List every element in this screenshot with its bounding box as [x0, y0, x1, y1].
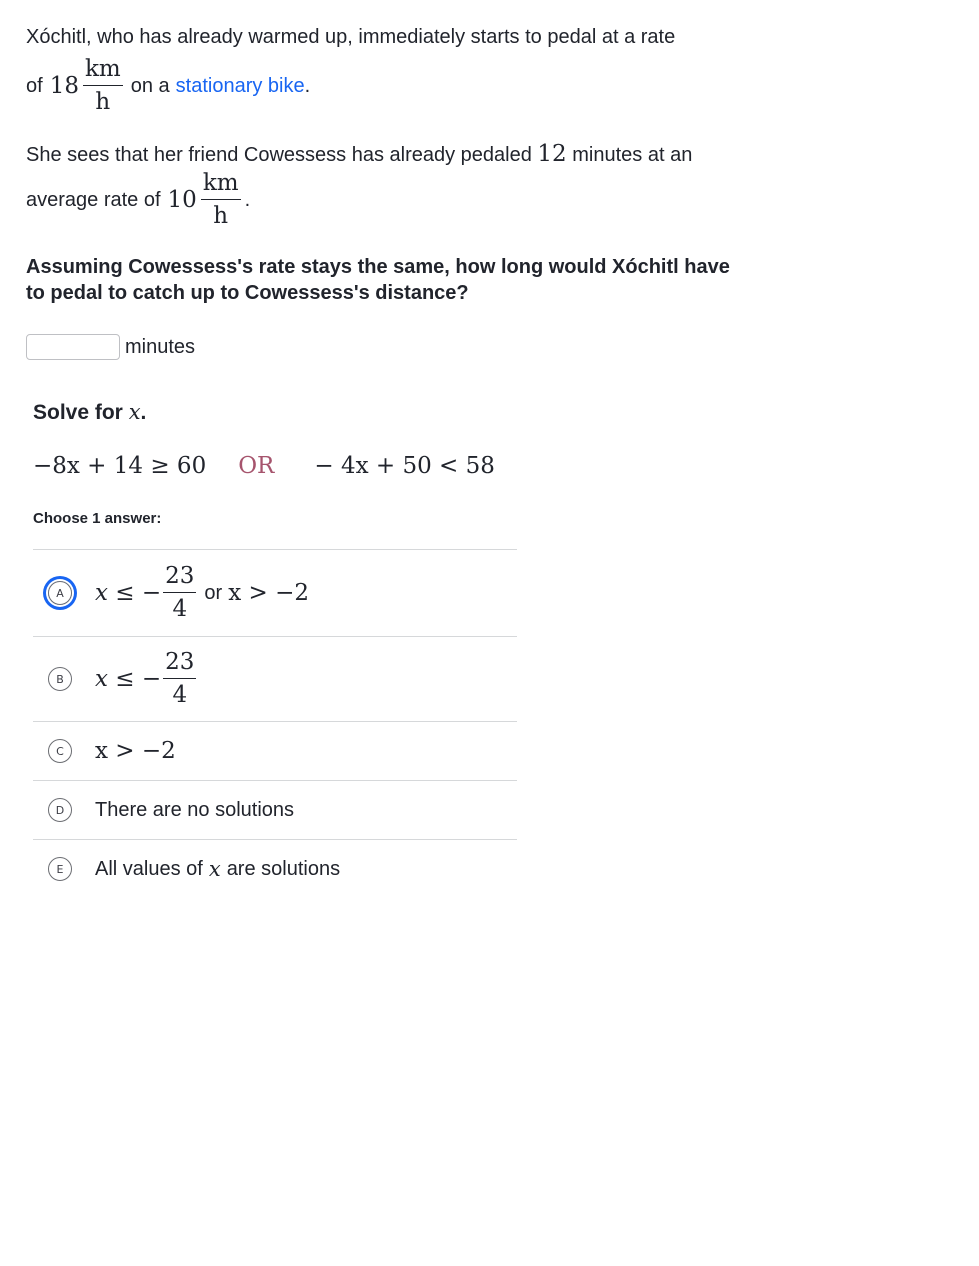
minutes-value: 12 — [537, 141, 567, 167]
choice-e-variable: x — [208, 857, 221, 881]
rate-xochitl: 18 — [49, 73, 79, 99]
rate-cowessess: 10 — [167, 187, 197, 213]
choice-a-denominator: 4 — [172, 596, 188, 622]
problem-line-1 — [26, 26, 675, 49]
choice-a-numerator: 23 — [163, 565, 196, 593]
choice-b-radio[interactable]: B — [48, 667, 72, 691]
choice-a[interactable] — [33, 550, 517, 637]
problem-text-2-end: . — [304, 74, 311, 97]
problem-text-2-prefix: of — [26, 74, 43, 97]
choice-c[interactable] — [33, 722, 517, 781]
problem-text-1: Xóchitl, who has already warmed up, immediately starts to pedal at a rate — [26, 26, 676, 48]
choice-a-content — [95, 565, 309, 621]
choice-a-or: or — [204, 581, 223, 604]
problem-text-3-end: minutes at an — [572, 144, 693, 166]
stationary-bike-link[interactable]: stationary bike — [175, 74, 305, 97]
choose-label: Choose 1 answer: — [33, 510, 162, 527]
choice-d-radio[interactable]: D — [48, 798, 72, 822]
problem-text-3-start: She sees that her friend Cowessess has already pedaled — [26, 144, 532, 166]
choice-e-text-before: All values of — [95, 857, 203, 880]
problem-line-3 — [26, 141, 692, 167]
or-word: OR — [238, 453, 275, 479]
problem-text-4-prefix: average rate of — [26, 188, 161, 211]
choice-e-content — [95, 857, 340, 881]
choice-b-numerator: 23 — [163, 651, 196, 679]
choice-b[interactable] — [33, 637, 517, 722]
choice-c-expression: x > −2 — [95, 738, 176, 764]
answer-choices — [33, 549, 517, 898]
unit-numerator-2: km — [201, 172, 241, 200]
choice-e-radio[interactable]: E — [48, 857, 72, 881]
choice-b-denominator: 4 — [172, 682, 188, 708]
unit-denominator-2: h — [213, 203, 229, 229]
question-text: Assuming Cowessess's rate stays the same, how long would Xóchitl have to pedal to catch up to Cowessess's distance? — [26, 256, 730, 304]
choice-e-text-after: are solutions — [226, 857, 341, 880]
compound-inequality — [33, 453, 495, 479]
choice-d-content — [95, 799, 294, 822]
solve-dot: . — [140, 401, 147, 424]
choice-a-rhs: x > −2 — [228, 580, 309, 606]
choice-d[interactable] — [33, 781, 517, 840]
choice-a-lhs: x ≤ − — [95, 580, 162, 606]
inequality-left: −8x + 14 ≥ 60 — [33, 453, 207, 479]
choice-b-lhs: x ≤ − — [95, 666, 162, 692]
choice-a-radio[interactable]: A — [48, 581, 72, 605]
problem-text-2-mid: on a — [130, 74, 170, 97]
unit-fraction-2 — [201, 172, 241, 228]
problem-line-4 — [26, 170, 250, 230]
unit-denominator: h — [95, 89, 111, 115]
answer-input[interactable] — [26, 334, 120, 360]
solve-heading — [33, 400, 146, 425]
problem-line-2 — [26, 56, 310, 116]
choice-e[interactable] — [33, 840, 517, 898]
choice-d-text: There are no solutions — [95, 798, 295, 821]
choice-c-radio[interactable]: C — [48, 739, 72, 763]
choice-b-content — [95, 651, 200, 707]
answer-row — [26, 334, 195, 360]
answer-unit: minutes — [125, 335, 196, 358]
solve-label: Solve for — [33, 401, 123, 424]
unit-fraction — [83, 58, 123, 114]
unit-numerator: km — [83, 58, 123, 86]
choice-b-fraction — [163, 651, 196, 707]
choice-c-content — [95, 738, 176, 764]
problem-text-4-end: . — [244, 188, 251, 211]
inequality-right: − 4x + 50 < 58 — [314, 453, 495, 479]
solve-variable: x — [128, 400, 141, 424]
choice-a-fraction — [163, 565, 196, 621]
